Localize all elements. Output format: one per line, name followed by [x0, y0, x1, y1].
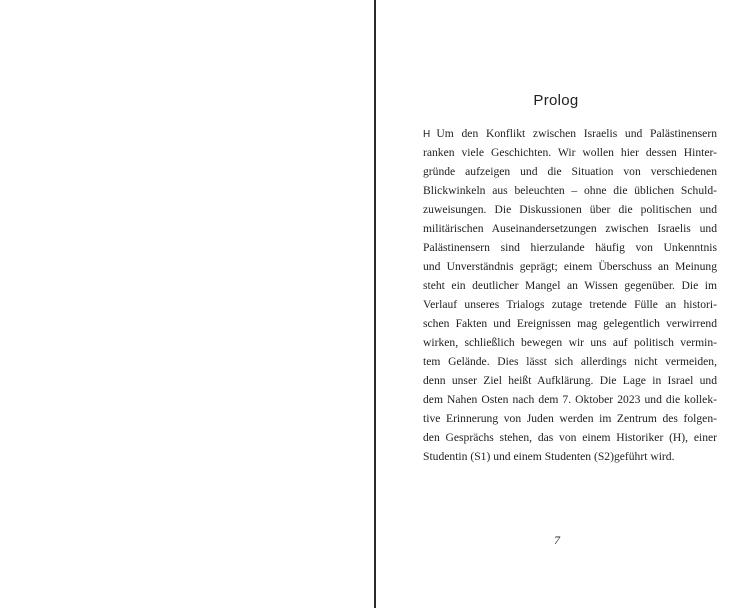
speaker-marker: H	[423, 129, 431, 140]
text-line: ranken viele Geschichten. Wir wollen hier dessen Hinter-	[423, 146, 717, 159]
text-line: schen Fakten und Ereignissen mag gelegentlich verwirrend	[423, 317, 717, 330]
prolog-paragraph	[423, 124, 717, 466]
page-number: 7	[554, 533, 560, 547]
text-line: Studentin (S1) und einem Studenten (S2)geführt wird.	[423, 450, 675, 463]
text-line: tive Erinnerung von Juden werden im Zentrum des folgen-	[423, 412, 717, 425]
text-line: steht ein deutlicher Mangel an Wissen gegenüber. Die im	[423, 279, 717, 292]
text-line: gründe aufzeigen und die Situation von verschiedenen	[423, 165, 717, 178]
text-line: zuweisungen. Die Diskussionen über die politischen und	[423, 203, 717, 216]
text-line: den Gesprächs stehen, das von einem Historiker (H), einer	[423, 431, 717, 444]
text-line: und Unverständnis geprägt; einem Überschuss an Meinung	[423, 260, 717, 273]
text-line: dem Nahen Osten nach dem 7. Oktober 2023 und die kollek-	[423, 393, 717, 406]
text-line: H Um den Konflikt zwischen Israelis und Palästinensern	[423, 127, 717, 140]
right-page	[376, 0, 750, 608]
text-line: denn unser Ziel heißt Aufklärung. Die Lage in Israel und	[423, 374, 717, 387]
text-line: Verlauf unseres Trialogs zutage tretende Fülle an histori-	[423, 298, 717, 311]
text-line: Palästinensern sind hierzulande häufig von Unkenntnis	[423, 241, 717, 254]
text-line: tem Gelände. Dies lässt sich allerdings nicht vermeiden,	[423, 355, 717, 368]
chapter-title: Prolog	[533, 92, 579, 109]
left-page-blank	[0, 0, 374, 608]
text-line: militärischen Auseinandersetzungen zwischen Israelis und	[423, 222, 717, 235]
text-line: wirken, schließlich bewegen wir uns auf politisch vermin-	[423, 336, 717, 349]
text-line: Blickwinkeln aus beleuchten – ohne die üblichen Schuld-	[423, 184, 717, 197]
